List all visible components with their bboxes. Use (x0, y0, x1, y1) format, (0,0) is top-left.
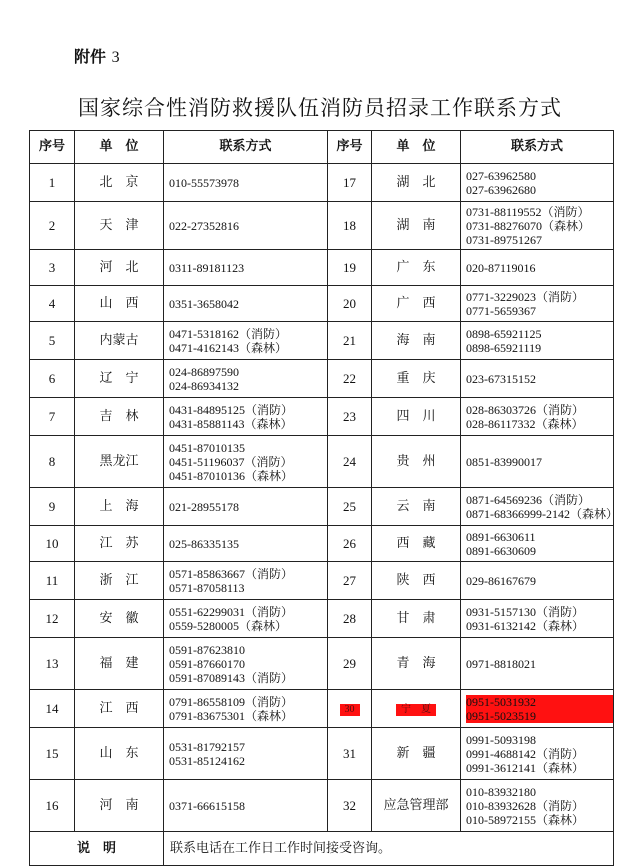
contact-line: 0559-5280005（森林） (169, 618, 287, 633)
contact-line: 0371-66615158 (169, 798, 245, 813)
row-unit: 内蒙古 (75, 322, 164, 360)
contact-line: 0471-4162143（森林） (169, 340, 287, 355)
table-row (30, 562, 614, 600)
contact-line: 0571-87058113 (169, 580, 245, 595)
contact-line: 0431-85881143（森林） (169, 416, 293, 431)
row-contact (164, 690, 328, 728)
row-contact (461, 164, 614, 202)
contact-line: 023-67315152 (466, 371, 536, 386)
row-seq: 14 (30, 690, 75, 728)
contact-line: 0531-85124162 (169, 753, 245, 768)
row-seq: 32 (328, 780, 372, 832)
contact-line: 0791-83675301（森林） (169, 708, 293, 723)
row-contact (164, 398, 328, 436)
header-unit-left: 单 位 (75, 131, 164, 164)
row-contact (461, 398, 614, 436)
row-seq: 17 (328, 164, 372, 202)
row-unit: 北 京 (75, 164, 164, 202)
row-contact (461, 488, 618, 526)
row-seq: 27 (328, 562, 372, 600)
row-unit: 山 西 (75, 286, 164, 322)
attachment-label (74, 44, 120, 67)
row-unit: 甘 肃 (372, 600, 461, 638)
row-unit: 湖 北 (372, 164, 461, 202)
contact-line: 0531-81792157 (169, 739, 245, 754)
row-unit: 上 海 (75, 488, 164, 526)
row-unit: 海 南 (372, 322, 461, 360)
contact-line: 020-87119016 (466, 260, 536, 275)
row-contact (461, 600, 614, 638)
header-seq-left: 序号 (30, 131, 75, 164)
row-unit: 贵 州 (372, 436, 461, 488)
row-contact (164, 250, 328, 286)
table-row (30, 164, 614, 202)
row-unit: 辽 宁 (75, 360, 164, 398)
header-unit-right: 单 位 (372, 131, 461, 164)
contact-line: 0991-3612141（森林） (466, 760, 584, 775)
row-contact (461, 360, 614, 398)
row-unit: 河 北 (75, 250, 164, 286)
row-unit: 山 东 (75, 728, 164, 780)
contact-line: 0891-6630609 (466, 543, 536, 558)
row-unit: 广 东 (372, 250, 461, 286)
contact-line: 0351-3658042 (169, 296, 239, 311)
row-seq (328, 690, 372, 728)
row-unit: 江 西 (75, 690, 164, 728)
row-unit (372, 690, 461, 728)
row-contact (164, 164, 328, 202)
row-seq: 23 (328, 398, 372, 436)
row-seq: 9 (30, 488, 75, 526)
row-contact (461, 436, 614, 488)
row-contact (164, 436, 328, 488)
row-seq: 13 (30, 638, 75, 690)
table-row (30, 398, 614, 436)
contact-line: 024-86934132 (169, 378, 239, 393)
contact-table (29, 130, 618, 866)
table-row (30, 286, 614, 322)
row-seq: 2 (30, 202, 75, 250)
contact-line: 024-86897590 (169, 364, 239, 379)
contact-line: 0731-89751267 (466, 232, 542, 247)
header-seq-right: 序号 (328, 131, 372, 164)
row-unit: 广 西 (372, 286, 461, 322)
contact-line: 0931-5157130（消防） (466, 604, 584, 619)
contact-line: 0731-88276070（森林） (466, 218, 590, 233)
row-seq: 4 (30, 286, 75, 322)
contact-line: 0971-8818021 (466, 656, 536, 671)
row-unit-highlight: 宁 夏 (396, 704, 436, 716)
header-contact-right: 联系方式 (461, 131, 614, 164)
row-seq: 10 (30, 526, 75, 562)
row-unit: 湖 南 (372, 202, 461, 250)
contact-line: 0771-5659367 (466, 303, 536, 318)
row-unit: 重 庆 (372, 360, 461, 398)
row-contact (164, 202, 328, 250)
row-unit: 新 疆 (372, 728, 461, 780)
contact-line: 027-63962580 (466, 168, 536, 183)
contact-line: 0931-6132142（森林） (466, 618, 584, 633)
table-row (30, 780, 614, 832)
table-row (30, 690, 614, 728)
table-row (30, 202, 614, 250)
row-seq: 15 (30, 728, 75, 780)
note-row (30, 832, 614, 866)
row-seq: 12 (30, 600, 75, 638)
row-contact (461, 638, 614, 690)
row-contact (461, 250, 614, 286)
contact-line: 0451-87010135 (169, 440, 245, 455)
contact-line: 028-86117332（森林） (466, 416, 584, 431)
note-text: 联系电话在工作日工作时间接受咨询。 (164, 832, 614, 866)
contact-line: 0571-85863667（消防） (169, 566, 293, 581)
contact-line: 0871-64569236（消防） (466, 492, 590, 507)
contact-line: 010-55573978 (169, 175, 239, 190)
row-unit: 云 南 (372, 488, 461, 526)
header-contact-left: 联系方式 (164, 131, 328, 164)
row-contact (164, 286, 328, 322)
row-contact (461, 690, 614, 728)
attachment-prefix: 附件 (74, 47, 107, 66)
row-contact (164, 562, 328, 600)
table-row (30, 728, 614, 780)
table-row (30, 600, 614, 638)
row-contact (461, 526, 614, 562)
row-unit: 天 津 (75, 202, 164, 250)
row-seq: 16 (30, 780, 75, 832)
contact-line: 0591-87660170 (169, 656, 245, 671)
contact-line: 022-27352816 (169, 218, 239, 233)
row-unit: 应急管理部 (372, 780, 461, 832)
row-seq: 7 (30, 398, 75, 436)
row-seq: 8 (30, 436, 75, 488)
table-row (30, 526, 614, 562)
contact-line: 021-28955178 (169, 499, 239, 514)
contact-line: 0951-5023519 (466, 709, 613, 723)
contact-line: 029-86167679 (466, 573, 536, 588)
row-seq: 5 (30, 322, 75, 360)
row-contact (164, 526, 328, 562)
contact-line: 0471-5318162（消防） (169, 326, 287, 341)
row-seq: 6 (30, 360, 75, 398)
contact-line: 0591-87089143（消防） (169, 670, 293, 685)
contact-line: 0891-6630611 (466, 529, 536, 544)
contact-line: 0451-87010136（森林） (169, 468, 293, 483)
contact-line: 0451-51196037（消防） (169, 454, 293, 469)
row-contact (461, 286, 614, 322)
row-contact (461, 322, 614, 360)
row-unit: 青 海 (372, 638, 461, 690)
row-contact (461, 728, 614, 780)
contact-line: 010-83932628（消防） (466, 798, 584, 813)
table-row (30, 436, 614, 488)
row-unit: 西 藏 (372, 526, 461, 562)
row-contact (461, 562, 614, 600)
contact-line: 027-63962680 (466, 182, 536, 197)
contact-line: 0431-84895125（消防） (169, 402, 293, 417)
row-contact (164, 322, 328, 360)
row-seq: 31 (328, 728, 372, 780)
table-row (30, 322, 614, 360)
row-unit: 河 南 (75, 780, 164, 832)
contact-line: 0871-68366999-2142（森林） (466, 506, 618, 521)
contact-line: 0591-87623810 (169, 642, 245, 657)
contact-line: 0311-89181123 (169, 260, 245, 275)
row-seq: 22 (328, 360, 372, 398)
contact-line: 0898-65921125 (466, 326, 542, 341)
table-header-row (30, 131, 614, 164)
contact-line: 0898-65921119 (466, 340, 542, 355)
contact-line: 0771-3229023（消防） (466, 289, 584, 304)
contact-line: 0731-88119552（消防） (466, 204, 590, 219)
attachment-number: 3 (111, 49, 120, 66)
row-seq: 29 (328, 638, 372, 690)
row-seq: 26 (328, 526, 372, 562)
contact-line: 0991-5093198 (466, 732, 536, 747)
contact-line: 0851-83990017 (466, 454, 542, 469)
row-unit: 浙 江 (75, 562, 164, 600)
contact-line: 0791-86558109（消防） (169, 694, 293, 709)
note-label: 说 明 (30, 832, 164, 866)
row-contact (164, 360, 328, 398)
row-contact (461, 780, 614, 832)
row-unit: 四 川 (372, 398, 461, 436)
contact-table-body (30, 131, 618, 866)
contact-line: 0991-4688142（消防） (466, 746, 584, 761)
contact-line: 010-83932180 (466, 784, 536, 799)
row-unit: 陕 西 (372, 562, 461, 600)
row-seq: 20 (328, 286, 372, 322)
row-seq: 21 (328, 322, 372, 360)
table-row (30, 488, 614, 526)
row-seq: 1 (30, 164, 75, 202)
row-contact (164, 638, 328, 690)
contact-line: 0551-62299031（消防） (169, 604, 293, 619)
row-seq: 25 (328, 488, 372, 526)
row-seq: 11 (30, 562, 75, 600)
row-unit: 吉 林 (75, 398, 164, 436)
row-contact (164, 600, 328, 638)
row-contact (164, 780, 328, 832)
row-contact (164, 728, 328, 780)
page-title: 国家综合性消防救援队伍消防员招录工作联系方式 (78, 96, 562, 120)
row-unit: 安 徽 (75, 600, 164, 638)
row-seq: 3 (30, 250, 75, 286)
row-unit: 福 建 (75, 638, 164, 690)
contact-line: 028-86303726（消防） (466, 402, 584, 417)
table-row (30, 360, 614, 398)
row-unit: 江 苏 (75, 526, 164, 562)
row-seq: 19 (328, 250, 372, 286)
row-unit: 黑龙江 (75, 436, 164, 488)
contact-line: 010-58972155（森林） (466, 812, 584, 827)
row-seq-highlight: 30 (340, 704, 360, 716)
row-seq: 28 (328, 600, 372, 638)
table-row (30, 638, 614, 690)
contact-line: 025-86335135 (169, 536, 239, 551)
row-seq: 24 (328, 436, 372, 488)
row-seq: 18 (328, 202, 372, 250)
contact-line: 0951-5031932 (466, 695, 613, 709)
table-row (30, 250, 614, 286)
row-contact (164, 488, 328, 526)
row-contact (461, 202, 614, 250)
